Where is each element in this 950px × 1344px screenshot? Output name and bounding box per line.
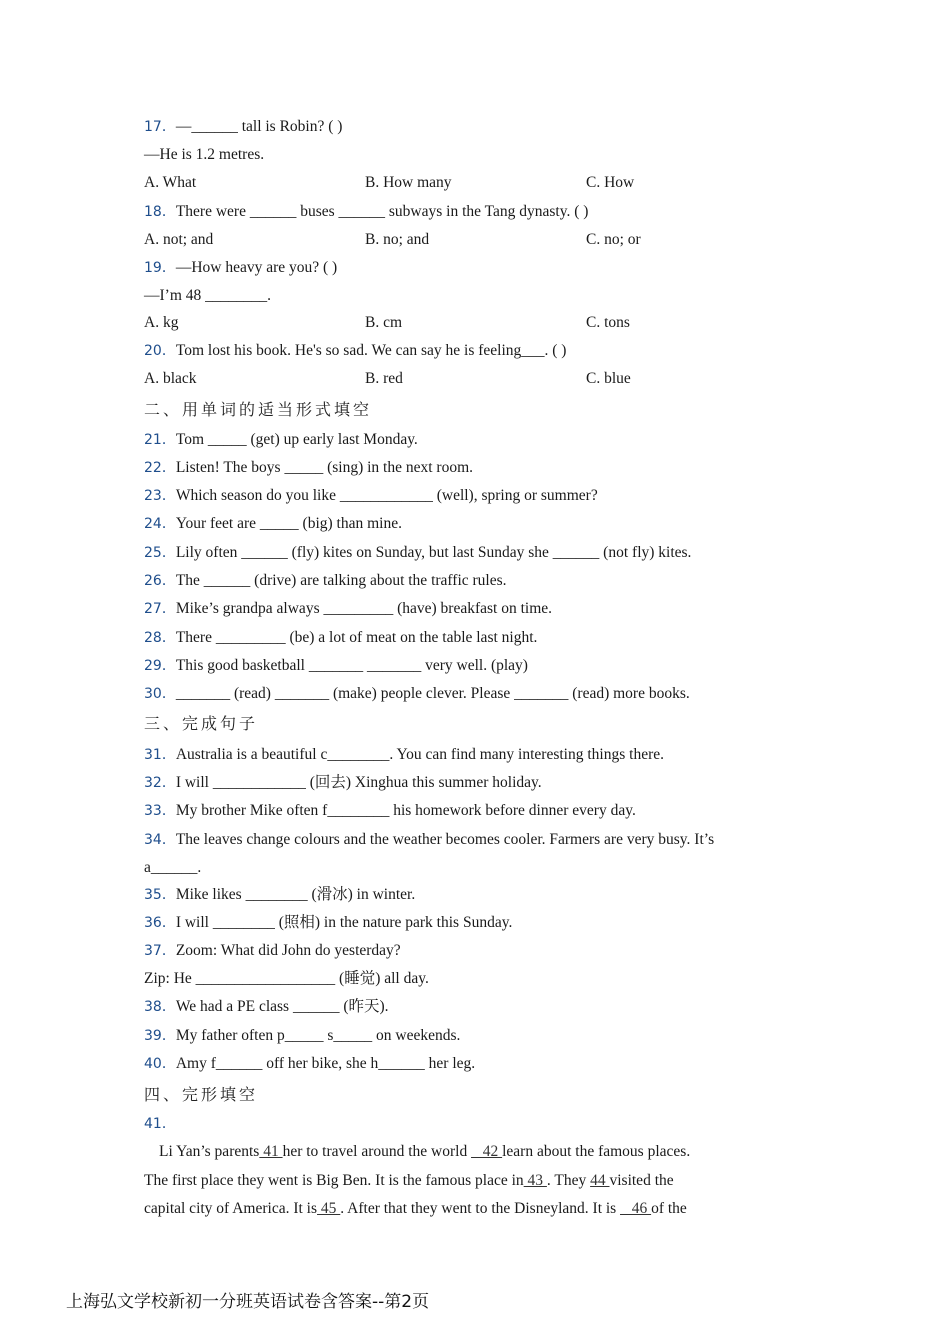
question-number: 38． xyxy=(144,999,176,1015)
question-number: 26． xyxy=(144,573,176,589)
page-footer: 上海弘文学校新初一分班英语试卷含答案--第2页 xyxy=(66,1292,430,1312)
question-22 xyxy=(144,458,473,478)
passage-text: learn about the famous places. xyxy=(502,1143,691,1160)
option-b: B. cm xyxy=(365,314,403,331)
question-41-number xyxy=(144,1114,176,1134)
question-number: 23． xyxy=(144,488,176,504)
question-26 xyxy=(144,571,507,591)
question-number: 27． xyxy=(144,601,176,617)
passage-text: capital city of America. It is xyxy=(144,1200,318,1217)
option-a: A. not; and xyxy=(144,231,214,248)
question-27 xyxy=(144,599,552,619)
passage-text: visited the xyxy=(609,1171,674,1189)
section-heading-word-forms: 二、用单词的适当形式填空 xyxy=(144,400,373,419)
option-a: A. kg xyxy=(144,314,179,331)
question-text: The ______ (drive) are talking about the traffic rules. xyxy=(175,572,507,589)
question-number: 21． xyxy=(144,432,176,448)
passage-text: The first place they went is Big Ben. It is the famous place in xyxy=(144,1171,524,1189)
question-19 xyxy=(144,258,337,278)
question-stem: Tom lost his book. He's so sad. We can say he is feeling___. ( ) xyxy=(175,342,567,359)
cloze-gap-42: _ 42 xyxy=(471,1143,503,1160)
question-20 xyxy=(144,341,566,361)
question-number: 41． xyxy=(144,1116,176,1132)
question-28 xyxy=(144,628,537,648)
option-c: C. blue xyxy=(586,370,631,387)
option-a: A. What xyxy=(144,174,197,191)
cloze-gap-46: _ 46 xyxy=(620,1200,652,1217)
question-number: 31． xyxy=(144,747,176,763)
question-29 xyxy=(144,656,528,676)
question-21 xyxy=(144,430,418,450)
question-30 xyxy=(144,684,690,704)
question-number: 29． xyxy=(144,658,176,674)
question-17 xyxy=(144,117,342,137)
question-stem: There were ______ buses ______ subways in the Tang dynasty. ( ) xyxy=(175,203,589,220)
question-text: Australia is a beautiful c________. You can find many interesting things there. xyxy=(175,746,664,763)
question-number: 25． xyxy=(144,545,176,561)
question-number: 24． xyxy=(144,516,176,532)
question-text: We had a PE class ______ (昨天). xyxy=(175,998,389,1015)
passage-line-1 xyxy=(144,1138,824,1167)
question-number: 30． xyxy=(144,686,176,702)
question-39 xyxy=(144,1026,460,1046)
question-number: 20． xyxy=(144,343,176,359)
cloze-gap-45: 45 xyxy=(317,1200,341,1217)
option-b: B. How many xyxy=(365,174,452,191)
passage-line-2 xyxy=(144,1167,824,1196)
passage-text: of the xyxy=(651,1200,687,1217)
question-text: This good basketball _______ _______ very well. (play) xyxy=(175,657,528,674)
question-37-continuation: Zip: He __________________ (睡觉) all day. xyxy=(144,970,429,987)
question-number: 34． xyxy=(144,832,176,848)
option-b: B. red xyxy=(365,370,403,387)
question-35 xyxy=(144,885,415,905)
question-31 xyxy=(144,745,664,765)
question-text: The leaves change colours and the weather becomes cooler. Farmers are very busy. It’s xyxy=(175,831,715,848)
question-34 xyxy=(144,830,714,850)
question-text: Listen! The boys _____ (sing) in the next room. xyxy=(175,459,474,476)
question-text: I will ________ (照相) in the nature park this Sunday. xyxy=(175,914,513,931)
question-text: My father often p_____ s_____ on weekends. xyxy=(175,1027,461,1044)
question-25 xyxy=(144,543,691,563)
question-number: 19． xyxy=(144,260,176,276)
question-text: Amy f______ off her bike, she h______ her leg. xyxy=(175,1055,476,1072)
question-text: Your feet are _____ (big) than mine. xyxy=(175,515,402,532)
passage-text: Li Yan’s parents xyxy=(159,1143,260,1160)
question-text: My brother Mike often f________ his homework before dinner every day. xyxy=(175,802,636,819)
cloze-gap-41: 41 xyxy=(259,1143,283,1160)
question-text: Zoom: What did John do yesterday? xyxy=(175,942,401,959)
question-text: There _________ (be) a lot of meat on the table last night. xyxy=(175,629,538,646)
section-heading-cloze: 四、完形填空 xyxy=(144,1085,259,1104)
question-text: Lily often ______ (fly) kites on Sunday, but last Sunday she ______ (not fly) kites. xyxy=(175,544,692,561)
passage-text: her to travel around the world xyxy=(282,1143,472,1160)
question-number: 35． xyxy=(144,887,176,903)
passage-line-3 xyxy=(144,1195,824,1224)
question-text: Which season do you like ____________ (well), spring or summer? xyxy=(175,487,598,504)
question-number: 28． xyxy=(144,630,176,646)
question-number: 37． xyxy=(144,943,176,959)
option-b: B. no; and xyxy=(365,231,430,248)
passage-text: . They xyxy=(546,1171,591,1189)
question-32 xyxy=(144,773,542,793)
question-24 xyxy=(144,514,402,534)
question-number: 36． xyxy=(144,915,176,931)
question-text: Tom _____ (get) up early last Monday. xyxy=(175,431,418,448)
question-number: 17． xyxy=(144,119,176,135)
question-number: 39． xyxy=(144,1028,176,1044)
question-34-continuation: a______. xyxy=(144,859,202,876)
question-text: I will ____________ (回去) Xinghua this summer holiday. xyxy=(175,774,542,791)
question-23 xyxy=(144,486,598,506)
question-38 xyxy=(144,997,389,1017)
question-33 xyxy=(144,801,636,821)
option-c: C. no; or xyxy=(586,231,641,248)
question-number: 33． xyxy=(144,803,176,819)
question-number: 32． xyxy=(144,775,176,791)
question-text: Mike likes ________ (滑冰) in winter. xyxy=(175,886,416,903)
section-heading-complete-sentences: 三、完成句子 xyxy=(144,714,259,733)
cloze-passage xyxy=(144,1138,824,1224)
question-text: Mike’s grandpa always _________ (have) breakfast on time. xyxy=(175,600,553,617)
option-a: A. black xyxy=(144,370,197,387)
question-text: _______ (read) _______ (make) people clever. Please _______ (read) more books. xyxy=(175,685,690,702)
question-36 xyxy=(144,913,512,933)
question-18 xyxy=(144,202,588,222)
question-40 xyxy=(144,1054,475,1074)
cloze-gap-43: 43 xyxy=(523,1171,547,1189)
question-number: 18． xyxy=(144,204,176,220)
question-stem: —How heavy are you? ( ) xyxy=(175,259,338,276)
question-stem: —______ tall is Robin? ( ) xyxy=(175,118,343,135)
option-c: C. How xyxy=(586,174,635,191)
question-37 xyxy=(144,941,401,961)
question-19-answer-line: —I’m 48 ________. xyxy=(144,287,272,304)
passage-text: . After that they went to the Disneyland. It is xyxy=(340,1200,621,1217)
option-c: C. tons xyxy=(586,314,630,331)
question-number: 40． xyxy=(144,1056,176,1072)
question-number: 22． xyxy=(144,460,176,476)
cloze-gap-44: 44 xyxy=(590,1171,610,1189)
question-17-answer-line: —He is 1.2 metres. xyxy=(144,146,265,163)
